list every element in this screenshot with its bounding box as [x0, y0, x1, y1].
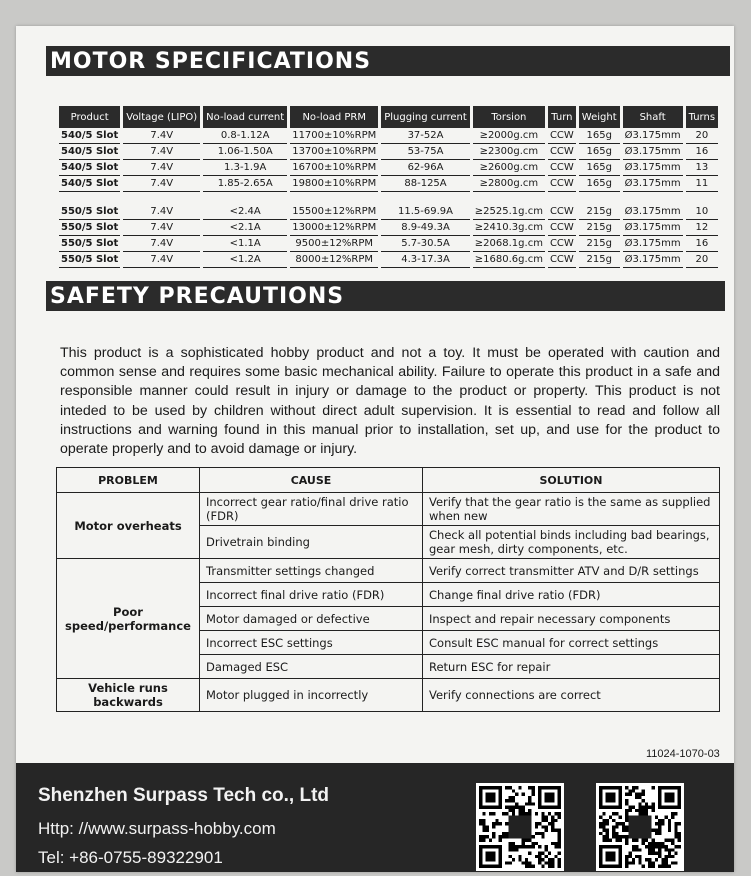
problem-cell: Motor overheats: [57, 493, 200, 559]
spec-cell: 540/5 Slot: [59, 160, 120, 176]
spec-cell: 11.5-69.9A: [381, 204, 470, 220]
spec-column-header: Plugging current: [381, 106, 470, 128]
spec-cell: CCW: [548, 160, 576, 176]
spec-cell: 16: [686, 144, 718, 160]
company-name: Shenzhen Surpass Tech co., Ltd: [38, 785, 330, 806]
spec-cell: <2.4A: [203, 204, 287, 220]
spec-row: [59, 128, 718, 144]
spec-column-header: Product: [59, 106, 120, 128]
spec-cell: 20: [686, 252, 718, 268]
document-code: 11024-1070-03: [646, 748, 720, 760]
spec-cell: 540/5 Slot: [59, 176, 120, 192]
spec-column-header: Weight: [579, 106, 620, 128]
spec-cell: 13000±12%RPM: [290, 220, 378, 236]
spec-cell: CCW: [548, 128, 576, 144]
spacer-cell: [59, 192, 120, 204]
spec-cell: 540/5 Slot: [59, 128, 120, 144]
spec-cell: 53-75A: [381, 144, 470, 160]
cause-header: CAUSE: [200, 468, 423, 493]
spec-row: [59, 144, 718, 160]
spec-cell: 62-96A: [381, 160, 470, 176]
spec-cell: 540/5 Slot: [59, 144, 120, 160]
spec-cell: Ø3.175mm: [623, 252, 683, 268]
cause-cell: Motor plugged in incorrectly: [200, 679, 423, 712]
spec-cell: <1.1A: [203, 236, 287, 252]
spec-cell: 37-52A: [381, 128, 470, 144]
spec-column-header: No-load current: [203, 106, 287, 128]
cause-cell: Damaged ESC: [200, 655, 423, 679]
spec-cell: 7.4V: [123, 252, 200, 268]
website-link[interactable]: Http: //www.surpass-hobby.com: [38, 819, 276, 838]
safety-paragraph: This product is a sophisticated hobby product and not a toy. It must be operated with caution and common sense and requires some basic mechanical ability. Failure to operate this product in a safe and responsible manner could result in injury or damage to the product or property. This product is not inteded to be used by children without direct adult supervision. It is essential to read and follow all instructions and warning found in this manual prior to installation, set up, and use for the product to operate properly and to avoid damage or injury.: [60, 345, 720, 458]
cause-cell: Motor damaged or defective: [200, 607, 423, 631]
spec-cell: Ø3.175mm: [623, 204, 683, 220]
spec-cell: 215g: [579, 220, 620, 236]
spec-cell: 13: [686, 160, 718, 176]
qr-code-icon[interactable]: [476, 783, 564, 871]
spec-cell: ≥2525.1g.cm: [473, 204, 545, 220]
spec-cell: 550/5 Slot: [59, 236, 120, 252]
spec-cell: 9500±12%RPM: [290, 236, 378, 252]
solution-cell: Return ESC for repair: [423, 655, 720, 679]
spec-cell: 20: [686, 128, 718, 144]
spec-cell: 1.3-1.9A: [203, 160, 287, 176]
spec-cell: ≥2300g.cm: [473, 144, 545, 160]
spec-row: [59, 176, 718, 192]
safety-title: SAFETY PRECAUTIONS: [50, 283, 345, 309]
manual-page: [16, 26, 734, 872]
troubleshooting-row: [57, 679, 720, 712]
spec-cell: CCW: [548, 144, 576, 160]
spec-column-header: Torsion: [473, 106, 545, 128]
problem-header: PROBLEM: [57, 468, 200, 493]
spec-cell: ≥1680.6g.cm: [473, 252, 545, 268]
spec-cell: CCW: [548, 204, 576, 220]
spec-cell: 7.4V: [123, 236, 200, 252]
spec-cell: ≥2068.1g.cm: [473, 236, 545, 252]
spacer-cell: [623, 192, 683, 204]
spec-cell: Ø3.175mm: [623, 144, 683, 160]
spec-group-spacer: [59, 192, 718, 204]
spec-row: [59, 160, 718, 176]
phone-number: Tel: +86-0755-89322901: [38, 848, 223, 867]
spec-cell: CCW: [548, 236, 576, 252]
spec-cell: 16700±10%RPM: [290, 160, 378, 176]
troubleshooting-table: [56, 467, 720, 712]
troubleshooting-header-row: [57, 468, 720, 493]
spec-column-header: Turn: [548, 106, 576, 128]
spec-column-header: Shaft: [623, 106, 683, 128]
spec-cell: Ø3.175mm: [623, 160, 683, 176]
spec-cell: 13700±10%RPM: [290, 144, 378, 160]
spec-column-header: Turns: [686, 106, 718, 128]
spec-cell: <2.1A: [203, 220, 287, 236]
spec-row: [59, 252, 718, 268]
spec-cell: 215g: [579, 236, 620, 252]
spec-cell: ≥2600g.cm: [473, 160, 545, 176]
spec-row: [59, 204, 718, 220]
spec-column-header: Voltage (LIPO): [123, 106, 200, 128]
safety-header: [46, 281, 725, 311]
problem-cell: Poor speed/performance: [57, 559, 200, 679]
spec-cell: 10: [686, 204, 718, 220]
spacer-cell: [473, 192, 545, 204]
spec-cell: 5.7-30.5A: [381, 236, 470, 252]
problem-cell: Vehicle runs backwards: [57, 679, 200, 712]
spec-cell: Ø3.175mm: [623, 220, 683, 236]
spec-cell: 4.3-17.3A: [381, 252, 470, 268]
cause-cell: Incorrect final drive ratio (FDR): [200, 583, 423, 607]
spec-cell: 215g: [579, 204, 620, 220]
spacer-cell: [123, 192, 200, 204]
solution-cell: Verify correct transmitter ATV and D/R settings: [423, 559, 720, 583]
motor-specs-header: [46, 46, 730, 76]
spec-cell: ≥2000g.cm: [473, 128, 545, 144]
spec-cell: 15500±12%RPM: [290, 204, 378, 220]
spec-cell: 8.9-49.3A: [381, 220, 470, 236]
spec-cell: 8000±12%RPM: [290, 252, 378, 268]
spec-cell: CCW: [548, 176, 576, 192]
spec-cell: 1.85-2.65A: [203, 176, 287, 192]
solution-cell: Verify connections are correct: [423, 679, 720, 712]
spec-body: [59, 128, 718, 268]
spec-cell: 7.4V: [123, 176, 200, 192]
troubleshooting-row: [57, 493, 720, 526]
solution-header: SOLUTION: [423, 468, 720, 493]
spec-cell: 19800±10%RPM: [290, 176, 378, 192]
spec-cell: 7.4V: [123, 128, 200, 144]
footer-band: [16, 763, 734, 872]
spacer-cell: [548, 192, 576, 204]
spec-cell: 16: [686, 236, 718, 252]
cause-cell: Incorrect ESC settings: [200, 631, 423, 655]
motor-specs-table: [56, 106, 721, 268]
qr-code-icon[interactable]: [596, 783, 684, 871]
spec-cell: 7.4V: [123, 220, 200, 236]
spec-cell: 88-125A: [381, 176, 470, 192]
spec-cell: 11: [686, 176, 718, 192]
spec-cell: 165g: [579, 144, 620, 160]
spec-row: [59, 236, 718, 252]
cause-cell: Drivetrain binding: [200, 526, 423, 559]
spacer-cell: [290, 192, 378, 204]
spec-column-header: No-load PRM: [290, 106, 378, 128]
spec-cell: Ø3.175mm: [623, 176, 683, 192]
spec-cell: Ø3.175mm: [623, 128, 683, 144]
spec-cell: 7.4V: [123, 204, 200, 220]
spec-cell: Ø3.175mm: [623, 236, 683, 252]
motor-specs-title: MOTOR SPECIFICATIONS: [50, 48, 372, 74]
spec-cell: 7.4V: [123, 144, 200, 160]
spacer-cell: [203, 192, 287, 204]
solution-cell: Consult ESC manual for correct settings: [423, 631, 720, 655]
spec-cell: <1.2A: [203, 252, 287, 268]
spacer-cell: [381, 192, 470, 204]
spec-cell: 12: [686, 220, 718, 236]
spec-row: [59, 220, 718, 236]
spacer-cell: [686, 192, 718, 204]
solution-cell: Change final drive ratio (FDR): [423, 583, 720, 607]
spec-cell: CCW: [548, 220, 576, 236]
spec-cell: 1.06-1.50A: [203, 144, 287, 160]
solution-cell: Verify that the gear ratio is the same as supplied when new: [423, 493, 720, 526]
spec-cell: 550/5 Slot: [59, 220, 120, 236]
spec-header-row: [59, 106, 718, 128]
solution-cell: Check all potential binds including bad bearings, gear mesh, dirty components, etc.: [423, 526, 720, 559]
spec-cell: 165g: [579, 128, 620, 144]
troubleshooting-body: [57, 493, 720, 712]
spec-cell: ≥2410.3g.cm: [473, 220, 545, 236]
troubleshooting-row: [57, 559, 720, 583]
spec-cell: 165g: [579, 160, 620, 176]
spec-cell: 165g: [579, 176, 620, 192]
spec-cell: 11700±10%RPM: [290, 128, 378, 144]
spec-cell: 7.4V: [123, 160, 200, 176]
spacer-cell: [579, 192, 620, 204]
cause-cell: Incorrect gear ratio/final drive ratio (FDR): [200, 493, 423, 526]
spec-cell: CCW: [548, 252, 576, 268]
spec-cell: 550/5 Slot: [59, 252, 120, 268]
spec-cell: 550/5 Slot: [59, 204, 120, 220]
spec-cell: 215g: [579, 252, 620, 268]
cause-cell: Transmitter settings changed: [200, 559, 423, 583]
spec-cell: 0.8-1.12A: [203, 128, 287, 144]
solution-cell: Inspect and repair necessary components: [423, 607, 720, 631]
spec-cell: ≥2800g.cm: [473, 176, 545, 192]
